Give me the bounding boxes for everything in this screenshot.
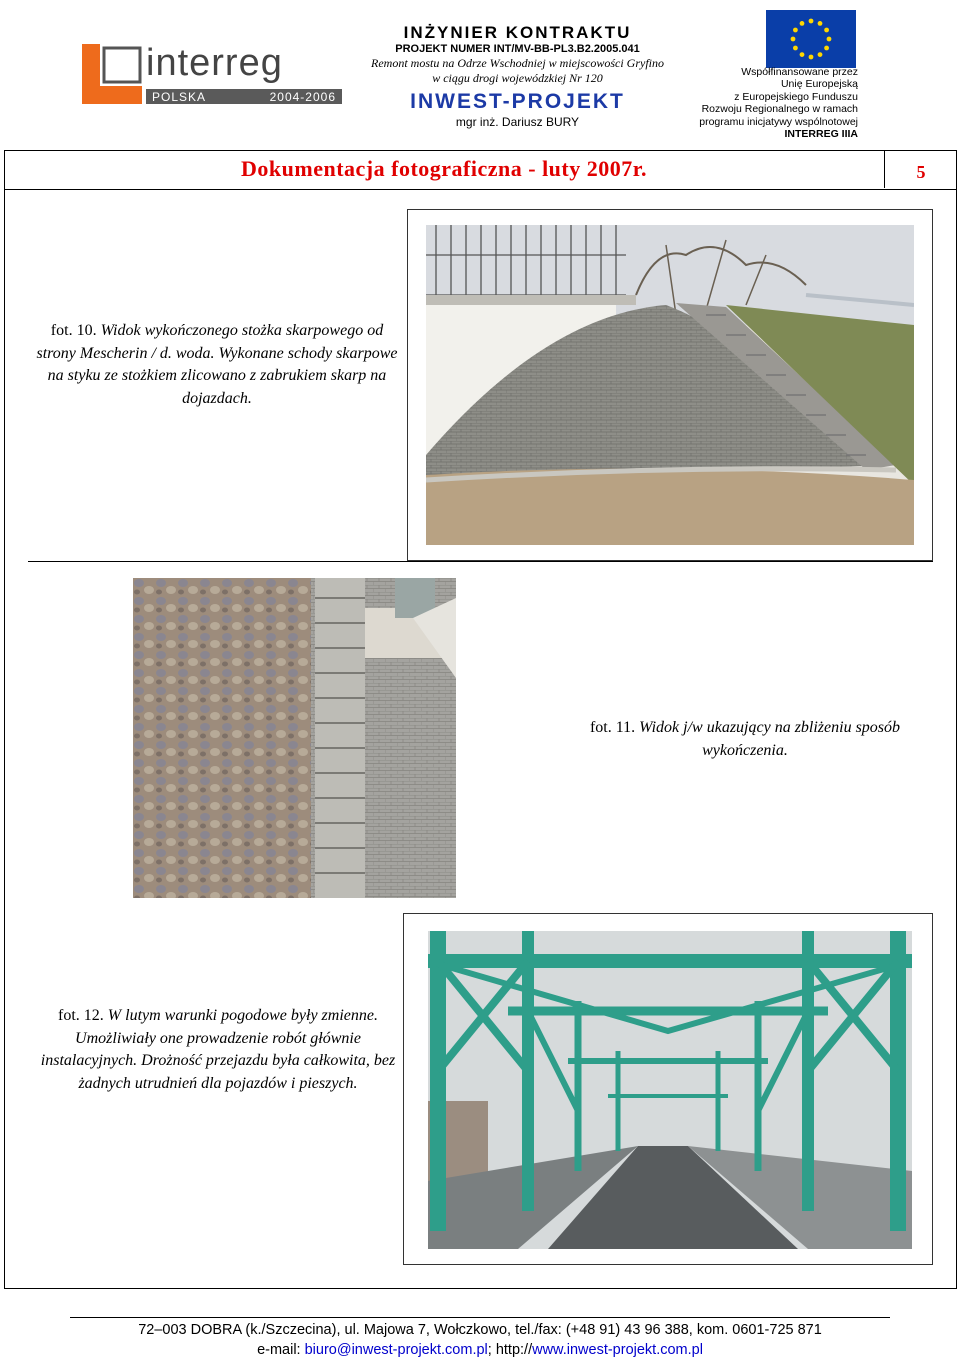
eu-star xyxy=(809,19,814,24)
caption-text: Widok wykończonego stożka skarpowego od strony Mescherin / d. woda. Wykonane schody skarpowe na styku ze stożkiem zlicowano z zabrukiem skarp na dojazdach. xyxy=(36,322,398,407)
header-line1: INŻYNIER KONTRAKTU xyxy=(403,23,632,42)
header-line2: PROJEKT NUMER INT/MV-BB-PL3.B2.2005.041 xyxy=(395,43,640,55)
email-link[interactable]: biuro@inwest-projekt.com.pl xyxy=(304,1342,488,1358)
photo-10-embankment-cone xyxy=(426,225,914,545)
header-line4: w ciągu drogi wojewódzkiej Nr 120 xyxy=(432,71,603,85)
eu-star xyxy=(793,28,798,33)
eu-star xyxy=(793,46,798,51)
footer-line xyxy=(70,1317,890,1318)
logo-sub-right: 2004-2006 xyxy=(269,89,336,104)
footer-sep: ; http:// xyxy=(487,1342,533,1358)
interreg-logo-mark xyxy=(82,44,142,104)
caption-text: Widok j/w ukazujący na zbliżeniu sposób wykończenia. xyxy=(635,719,901,759)
caption-fot-10 xyxy=(36,320,398,410)
caption-fot-12 xyxy=(32,1005,404,1095)
eu-star xyxy=(791,37,796,42)
interreg-logo-word: interreg xyxy=(146,42,283,84)
eu-star xyxy=(809,55,814,60)
caption-label: fot. 10. xyxy=(50,322,97,339)
header-line3: Remont mostu na Odrze Wschodniej w miejscowości Gryfino xyxy=(371,56,664,70)
interreg-logo-bar xyxy=(146,89,342,104)
eu-flag-icon xyxy=(766,10,856,68)
caption-label: fot. 12. xyxy=(58,1007,104,1024)
eu-star xyxy=(818,52,823,57)
eu-star xyxy=(818,21,823,26)
eu-star xyxy=(800,21,805,26)
eu-program: INTERREG IIIA xyxy=(784,128,858,141)
page-title: Dokumentacja fotograficzna - luty 2007r. xyxy=(241,156,647,181)
photo-11-stairs-closeup xyxy=(133,578,456,898)
photo-12-bridge-truss xyxy=(428,931,912,1249)
caption-fot-11 xyxy=(570,717,920,762)
caption-label: fot. 11. xyxy=(589,719,636,736)
eu-star xyxy=(824,46,829,51)
website-link[interactable]: www.inwest-projekt.com.pl xyxy=(532,1342,703,1358)
title-row xyxy=(4,150,957,190)
footer-address: 72–003 DOBRA (k./Szczecina), ul. Majowa 7, Wołczkowo, tel./fax: (+48 91) 43 96 388, kom. 0601-725 871 xyxy=(138,1322,822,1338)
eu-star xyxy=(827,37,832,42)
eu-star xyxy=(800,52,805,57)
page-number: 5 xyxy=(884,150,957,188)
eu-line: Unię Europejską xyxy=(780,78,858,91)
eu-line: z Europejskiego Funduszu xyxy=(734,90,858,103)
header-company: INWEST-PROJEKT xyxy=(410,90,625,113)
logo-sub-left: POLSKA xyxy=(152,89,207,104)
footer xyxy=(0,1320,960,1360)
eu-line: programu inicjatywy wspólnotowej xyxy=(699,115,858,128)
header-person: mgr inż. Dariusz BURY xyxy=(455,115,580,129)
eu-star xyxy=(824,28,829,33)
header-center xyxy=(350,24,685,129)
divider-line xyxy=(28,561,933,562)
footer-contact xyxy=(0,1340,960,1360)
eu-line: Współfinansowane przez xyxy=(741,66,858,78)
eu-line: Rozwoju Regionalnego w ramach xyxy=(701,103,858,116)
eu-cofinancing-text xyxy=(686,66,858,140)
caption-text: W lutym warunki pogodowe były zmienne. Umożliwiały one prowadzenie robót głównie instalacyjnych. Drożność przejazdu była całkowita, bez żadnych utrudnień dla pojazdów i pieszych. xyxy=(40,1007,396,1092)
footer-email-label: e-mail: xyxy=(257,1342,305,1358)
